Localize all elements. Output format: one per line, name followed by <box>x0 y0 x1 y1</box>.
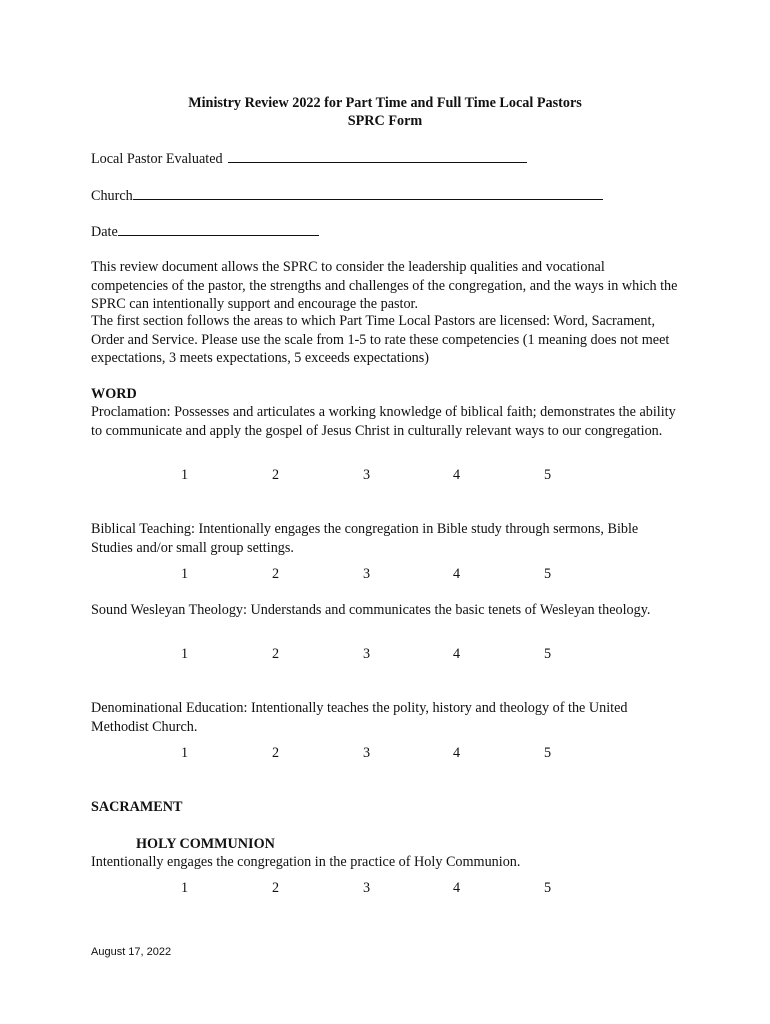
rating-option-4[interactable]: 4 <box>453 566 461 582</box>
rating-option-1[interactable]: 1 <box>181 467 189 483</box>
rating-scale-denominational-education[interactable] <box>0 744 770 762</box>
pastor-field-line[interactable] <box>228 148 527 163</box>
sacrament-heading: SACRAMENT <box>91 799 183 815</box>
rating-option-2[interactable]: 2 <box>272 880 280 896</box>
rating-option-3[interactable]: 3 <box>363 566 371 582</box>
rating-option-2[interactable]: 2 <box>272 745 280 761</box>
rating-option-2[interactable]: 2 <box>272 566 280 582</box>
rating-scale-wesleyan-theology[interactable] <box>0 645 770 663</box>
rating-option-4[interactable]: 4 <box>453 880 461 896</box>
pastor-field-label: Local Pastor Evaluated <box>91 151 223 167</box>
page-subtitle: SPRC Form <box>347 113 423 129</box>
rating-option-3[interactable]: 3 <box>363 646 371 662</box>
church-field[interactable] <box>91 185 691 206</box>
rating-option-5[interactable]: 5 <box>544 646 552 662</box>
intro-paragraph-2: The first section follows the areas to which Part Time Local Pastors are licensed: Word, Sacrament, Order and Service. Please use the scale from 1-5 to rate these competencies (1 meaning does not meet expectations, 3 meets expectations, 5 exceeds expectations) <box>91 313 670 366</box>
church-field-line[interactable] <box>133 185 603 200</box>
date-field[interactable] <box>91 221 691 242</box>
word-heading: WORD <box>91 386 137 402</box>
biblical-teaching-item: Biblical Teaching: Intentionally engages the congregation in Bible study through sermons, Bible Studies and/or small group settings. <box>91 521 639 556</box>
rating-scale-holy-communion[interactable] <box>0 879 770 897</box>
church-field-label: Church <box>91 188 133 204</box>
rating-option-5[interactable]: 5 <box>544 467 552 483</box>
rating-option-5[interactable]: 5 <box>544 880 552 896</box>
denominational-education-item: Denominational Education: Intentionally teaches the polity, history and theology of the United Methodist Church. <box>91 700 628 735</box>
rating-option-3[interactable]: 3 <box>363 467 371 483</box>
wesleyan-theology-item: Sound Wesleyan Theology: Understands and communicates the basic tenets of Wesleyan theology. <box>91 602 651 618</box>
holy-communion-heading: HOLY COMMUNION <box>136 836 275 852</box>
rating-option-5[interactable]: 5 <box>544 745 552 761</box>
date-field-label: Date <box>91 224 118 240</box>
date-field-line[interactable] <box>118 221 319 236</box>
page-title: Ministry Review 2022 for Part Time and Full Time Local Pastors <box>188 95 582 111</box>
proclamation-item: Proclamation: Possesses and articulates a working knowledge of biblical faith; demonstrates the ability to communicate and apply the gospel of Jesus Christ in culturally relevant ways to our congregation. <box>91 404 676 439</box>
rating-scale-biblical-teaching[interactable] <box>0 565 770 583</box>
holy-communion-item: Intentionally engages the congregation in the practice of Holy Communion. <box>91 854 521 870</box>
rating-option-4[interactable]: 4 <box>453 467 461 483</box>
rating-option-3[interactable]: 3 <box>363 745 371 761</box>
rating-scale-proclamation[interactable] <box>0 466 770 484</box>
rating-option-4[interactable]: 4 <box>453 745 461 761</box>
rating-option-2[interactable]: 2 <box>272 646 280 662</box>
rating-option-1[interactable]: 1 <box>181 646 189 662</box>
rating-option-1[interactable]: 1 <box>181 566 189 582</box>
rating-option-5[interactable]: 5 <box>544 566 552 582</box>
rating-option-2[interactable]: 2 <box>272 467 280 483</box>
pastor-field[interactable] <box>91 148 691 169</box>
rating-option-4[interactable]: 4 <box>453 646 461 662</box>
intro-paragraph-1: This review document allows the SPRC to consider the leadership qualities and vocational competencies of the pastor, the strengths and challenges of the congregation, and the ways in which the SPRC can intentionally support and encourage the pastor. <box>91 259 678 312</box>
rating-option-3[interactable]: 3 <box>363 880 371 896</box>
rating-option-1[interactable]: 1 <box>181 745 189 761</box>
footer-date: August 17, 2022 <box>91 946 172 958</box>
rating-option-1[interactable]: 1 <box>181 880 189 896</box>
